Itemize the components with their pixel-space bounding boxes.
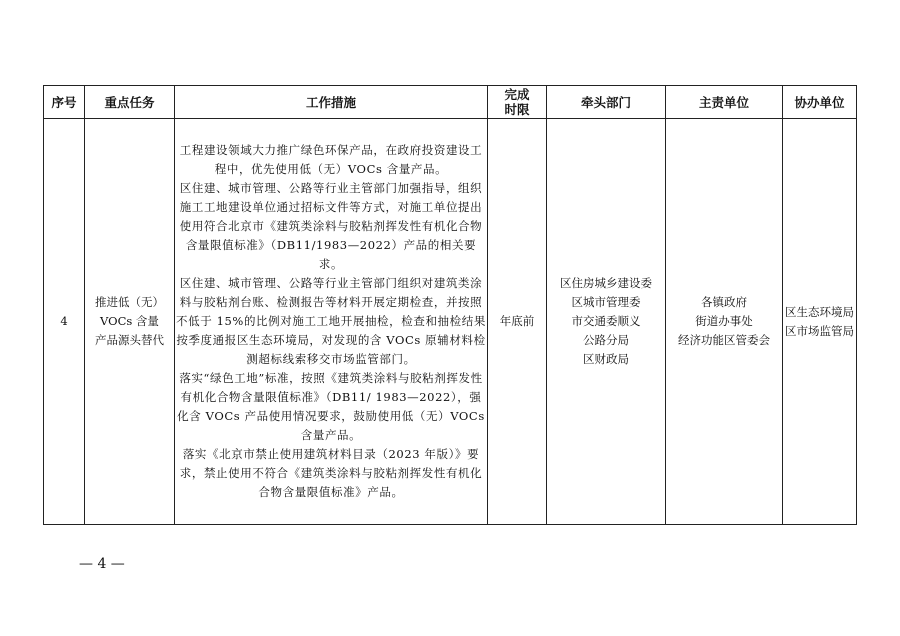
responsible-unit: 各镇政府 (701, 295, 747, 309)
task-text: 推进低（无）VOCs 含量产品源头替代 (95, 295, 164, 347)
header-lead: 牵头部门 (547, 86, 666, 119)
cell-lead (547, 119, 666, 525)
cell-deadline: 年底前 (488, 119, 547, 525)
cell-assist (783, 119, 857, 525)
header-measures: 工作措施 (175, 86, 488, 119)
lead-dept: 区财政局 (583, 352, 629, 366)
lead-dept: 区城市管理委 (571, 295, 641, 309)
responsible-unit: 经济功能区管委会 (678, 333, 770, 347)
responsible-unit: 街道办事处 (695, 314, 753, 328)
cell-seq: 4 (44, 119, 85, 525)
assist-unit: 区市场监管局 (785, 323, 854, 338)
cell-measures (175, 119, 488, 525)
assist-unit: 区生态环境局 (785, 304, 854, 319)
task-table (43, 85, 857, 525)
header-task: 重点任务 (85, 86, 175, 119)
header-row (44, 86, 857, 119)
cell-task (85, 119, 175, 525)
lead-dept: 公路分局 (583, 333, 629, 347)
cell-responsible (666, 119, 783, 525)
header-deadline (488, 86, 547, 119)
header-assist: 协办单位 (783, 86, 857, 119)
table-row (44, 119, 857, 525)
header-responsible: 主责单位 (666, 86, 783, 119)
header-seq: 序号 (44, 86, 85, 119)
measure-item: 落实《北京市禁止使用建筑材料目录（2023 年版）》要求，禁止使用不符合《建筑类涂料与胶粘剂挥发性有机化合物含量限值标准》产品。 (179, 447, 483, 499)
measure-item: 工程建设领域大力推广绿色环保产品，在政府投资建设工程中，优先使用低（无）VOCs 含量产品。 (179, 143, 483, 176)
page-number: — 4 — (79, 556, 125, 572)
measure-item: 区住建、城市管理、公路等行业主管部门加强指导，组织施工工地建设单位通过招标文件等方式，对施工单位提出使用符合北京市《建筑类涂料与胶粘剂挥发性有机化合物含量限值标准》（DB11/1983—2022）产品的相关要求。 (179, 181, 483, 271)
measure-item: 区住建、城市管理、公路等行业主管部门组织对建筑类涂料与胶粘剂台账、检测报告等材料开展定期检查，并按照不低于 15%的比例对施工工地开展抽检，检查和抽检结果按季度通报区生态环境局，对发现的含 VOCs 原辅材料检测超标线索移交市场监管部门。 (176, 276, 486, 366)
measure-item: 落实“绿色工地”标准，按照《建筑类涂料与胶粘剂挥发性有机化合物含量限值标准》（DB11/ 1983—2022），强化含 VOCs 产品使用情况要求，鼓励使用低（无）VOCs 含量产品。 (177, 371, 485, 442)
lead-dept: 区住房城乡建设委 (560, 276, 652, 290)
header-deadline-line2: 时限 (504, 102, 530, 117)
header-deadline-line1: 完成 (504, 87, 530, 102)
lead-dept: 市交通委顺义 (571, 314, 641, 328)
